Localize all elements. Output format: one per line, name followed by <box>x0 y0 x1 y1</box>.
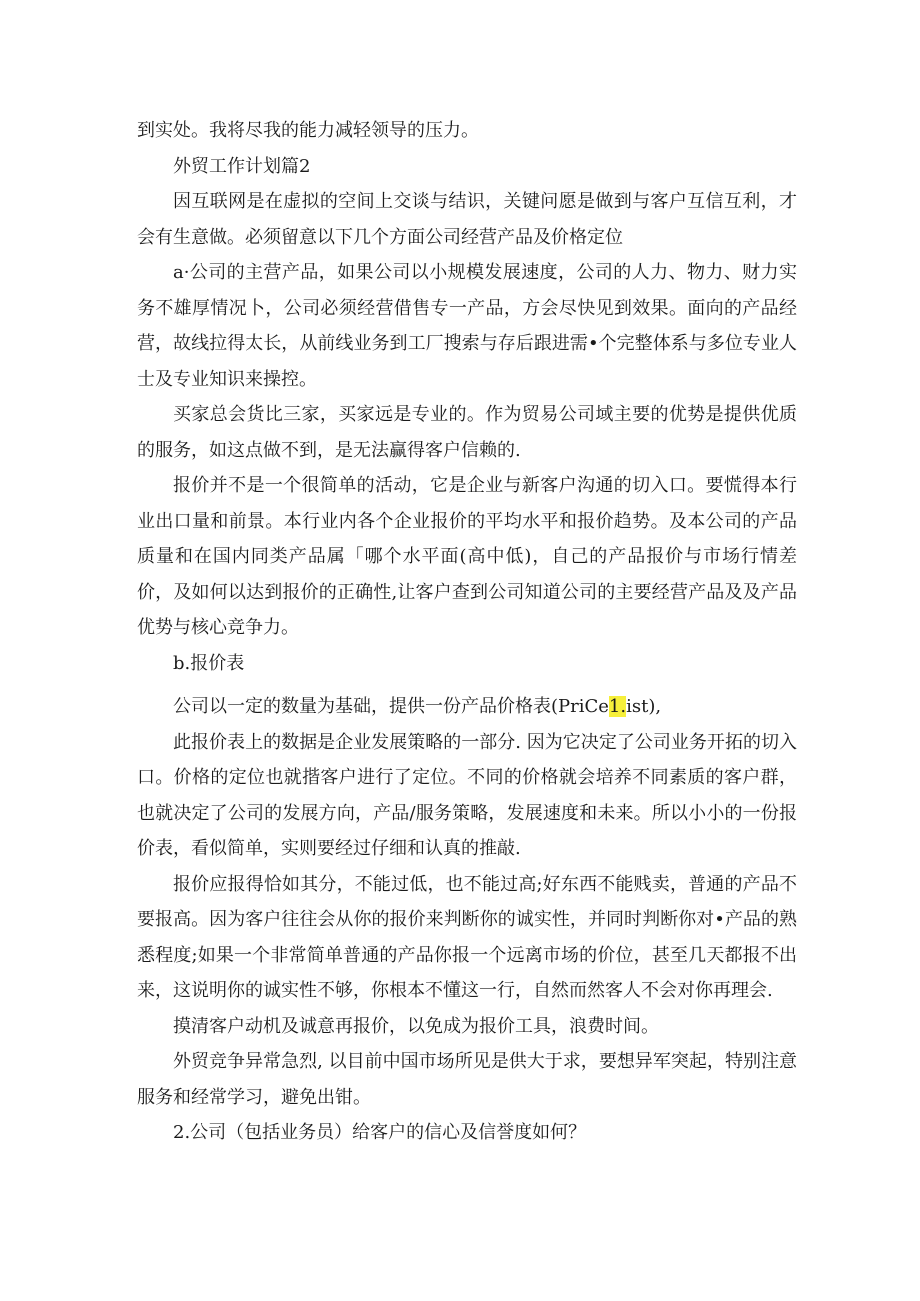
paragraph: 摸清客户动机及诚意再报价，以免成为报价工具，浪费时间。 <box>173 1015 659 1037</box>
paragraph-item-b-heading: b.报价表 <box>173 652 245 674</box>
pricelist-text-after: ist), <box>626 696 662 717</box>
section-heading: 外贸工作计划篇2 <box>173 155 311 177</box>
paragraph-pricelist <box>137 689 797 725</box>
paragraph: 此报价表上的数据是企业发展策略的一部分. 因为它决定了公司业务开拓的切入口。价格的定位也就揩客户进行了定位。不同的价格就会培养不同素质的客户群，也就决定了公司的发展方向，产品/服务策略，发展速度和未来。所以小小的一份报价表，看似简单，实则要经过仔细和认真的推敲. <box>137 731 797 859</box>
paragraph: 买家总会货比三家，买家远是专业的。作为贸易公司域主要的优势是提供优质的服务，如这点做不到，是无法赢得客户信赖的. <box>137 404 797 461</box>
paragraph-continuation: 到实处。我将尽我的能力减轻领导的压力。 <box>137 120 479 141</box>
paragraph-item-a: a·公司的主营产品，如果公司以小规模发展速度，公司的人力、物力、财力实务不雄厚情况卜，公司必须经营借售专一产品，方会尽快见到效果。面向的产品经营，故线拉得太长，从前线业务到工厂搜索与存后跟进需•个完整体系与多位专业人士及专业知识来操控。 <box>137 262 797 390</box>
paragraph: 报价应报得恰如其分，不能过低，也不能过高;好东西不能贱卖，普通的产品不要报高。因为客户往往会从你的报价来判断你的诚实性，并同时判断你对•产品的熟悉程度;如果一个非常简单普通的产品你报一个远离市场的价位，甚至几天都报不出来，这说明你的诚实性不够，你根本不懂这一行，自然而然客人不会对你再理会. <box>137 873 797 1001</box>
document-body <box>137 113 797 1151</box>
numbered-heading: 2.公司（包括业务员）给客户的信心及信誉度如何？ <box>173 1122 587 1143</box>
pricelist-text-before: 公司以一定的数量为基础，提供一份产品价格表(PriCe <box>173 696 609 717</box>
paragraph: 因互联网是在虚拟的空间上交谈与结识，关键问愿是做到与客户互信互利，才会有生意做。必须留意以下几个方面公司经营产品及价格定位 <box>137 191 797 248</box>
paragraph: 外贸竞争异常急烈, 以目前中国市场所见是供大于求，要想异军突起，特别注意服务和经常学习，避免出钳。 <box>137 1051 797 1108</box>
highlighted-text: 1. <box>608 696 627 717</box>
paragraph: 报价并不是一个很简单的活动，它是企业与新客户沟通的切入口。要慌得本行业出口量和前景。本行业内各个企业报价的平均水平和报价趋势。及本公司的产品质量和在国内同类产品属「哪个水平面(高中低)，自己的产品报价与市场行情差价，及如何以达到报价的正确性,让客户查到公司知道公司的主要经营产品及及产品优势与核心竞争力。 <box>137 475 797 638</box>
